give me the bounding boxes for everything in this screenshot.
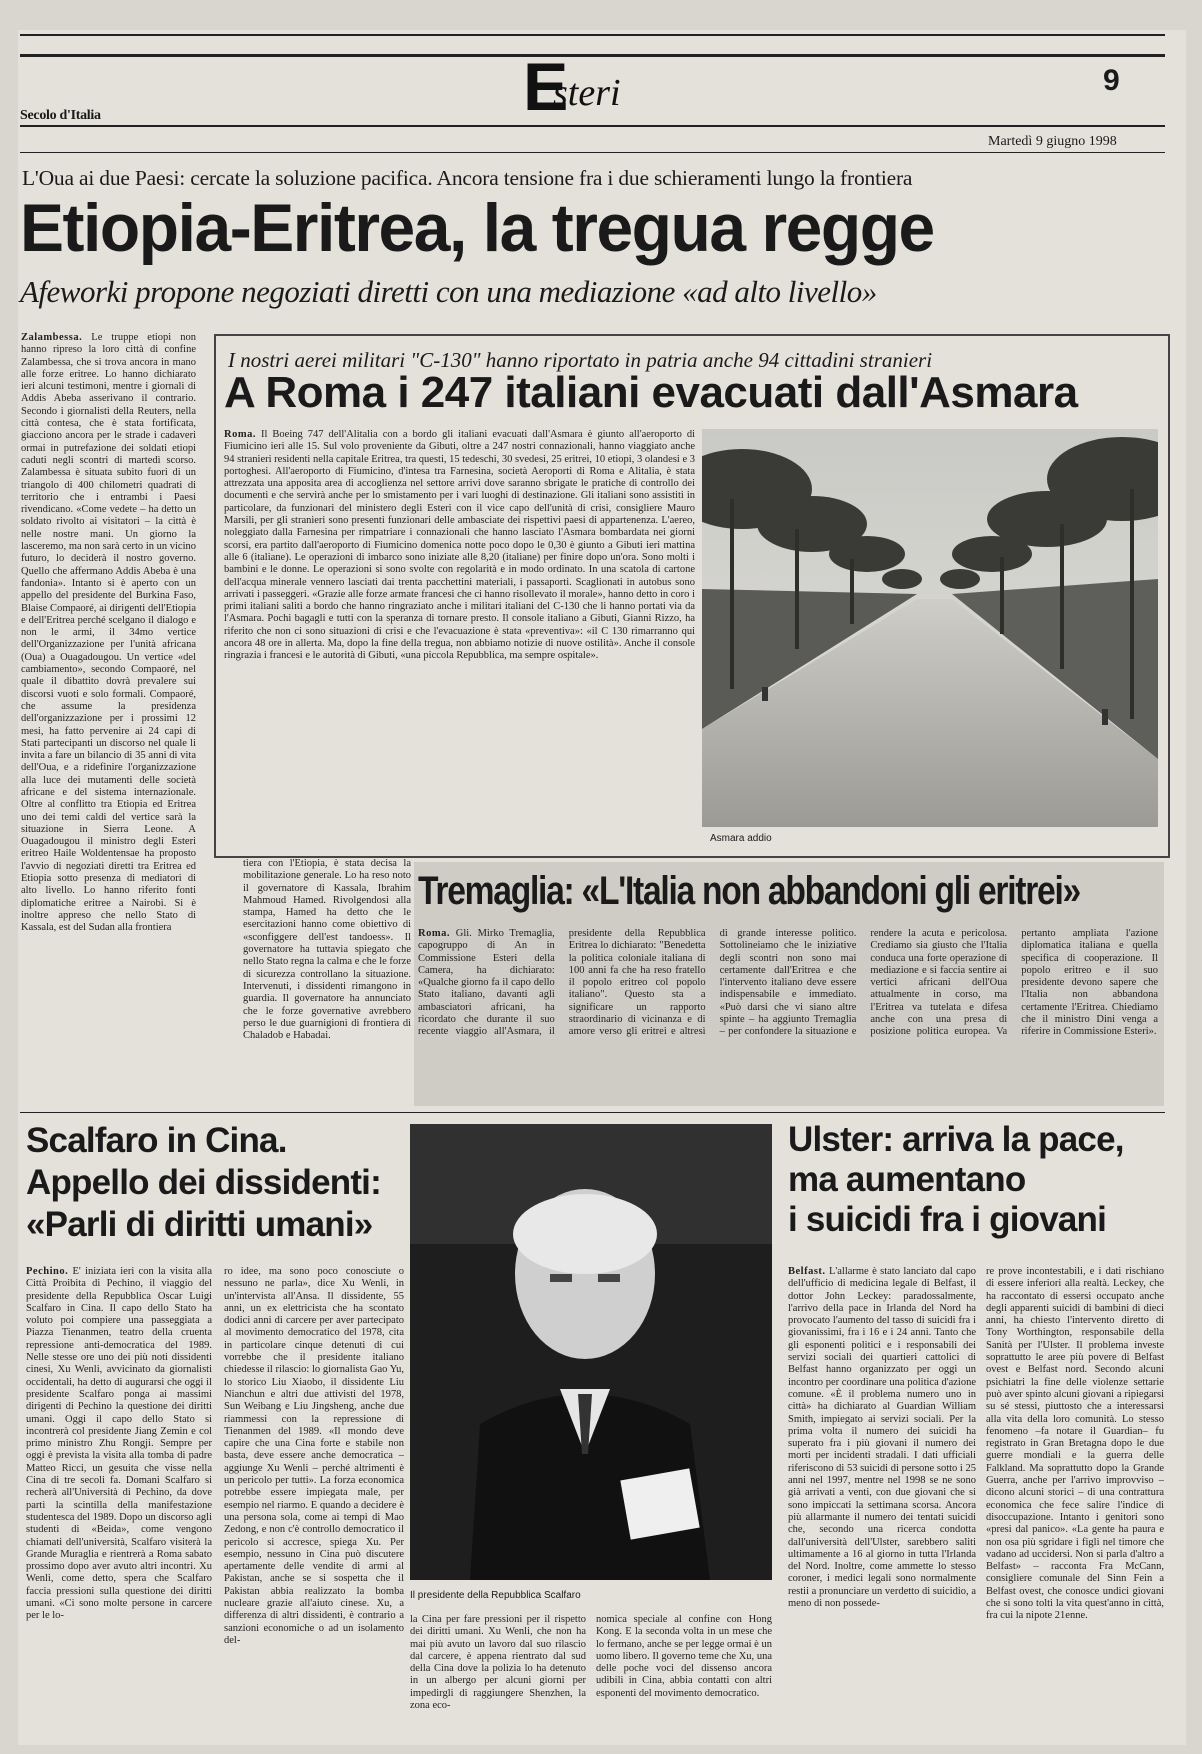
ulster-column-1 [788, 1266, 976, 1736]
ulster-headline-line-2: ma aumentano [788, 1160, 1026, 1199]
lead-column-1 [21, 332, 196, 1092]
newspaper-page [18, 30, 1186, 1745]
lead-headline: Etiopia-Eritrea, la tregua regge [20, 190, 934, 266]
scalfaro-headline-line-2: Appello dei dissidenti: [26, 1163, 381, 1202]
section-word: steri [553, 72, 621, 114]
scalfaro-column-2: ro idee, ma sono poco conosciute o nessuno ne parla», dice Xu Wenli, in un'intervista all'Ansa. Il dissidente, 55 anni, un ex elettricista che ha scontato dodici anni di carcere per aver partecipato al movimento democratico del 1978, cita in particolare cinque detenuti di cui vorrebbe che il presidente italiano chiedesse il rilascio: lo giornalista Gao Yu, lo storico Liu Xiaobo, il dissidente Liu Nianchun e altri due attivisti del 1978, Sun Weibang e Liu Jingsheng, anche due riammessi con la repressione di Tienanmen del 1989. «Il mondo deve capire che una Cina forte e stabile non basta, deve essere anche democratica – aggiunge Xu Wenli – perché altrimenti è un pericolo per tutti». La forza economica potrebbe essere impiegata male, per esempio nel riarmo. E quando a decidere è una persona sola, come ai tempi di Mao Zedong, e non c'è controllo democratico il pericolo si accresce, spiega Xu. Per esempio, nessuno in Cina può discutere apertamente delle vendite di armi al Pakistan, anche se si sospetta che il Pakistan abbia realizzato la bomba nucleare grazie all'aiuto cinese. Xu, a differenza di altri dissidenti, è contrario a sanzioni economiche o ad un isolamento del- [224, 1266, 404, 1646]
asmara-photo [702, 429, 1158, 827]
masthead-rule [20, 125, 1165, 127]
scalfaro-column-4: nomica speciale al confine con Hong Kong. E la seconda volta in un mese che lo fermano, anche se per legge ormai è un uomo libero. Il governo teme che Xu, una delle poche voci del dissenso ancora udibili in Cina, abbia contatti con altri esponenti del movimento democratico. [596, 1614, 772, 1699]
ulster-col1-text: L'allarme è stato lanciato dal capo dell'ufficio di medicina legale di Belfast, il dottor John Leckey: paradossalmente, l'arrivo della pace in Irlanda del Nord ha provocato l'aumento del tasso di suicidi fra i giovanissimi, fra i 16 e i 24 anni. Tanto che gli esponenti politici e i responsabili dei servizi sociali dei quartieri cattolici di Belfast hanno organizzato per oggi un incontro per coordinare una politica d'azione comune. «È il problema numero uno in città» ha dichiarato al Guardian William Smith, impiegato ai servizi sociali. Per la prima volta il numero dei suicidi ha superato fra i più giovani il numero dei morti per incidenti stradali. I dati ufficiali riferiscono di 53 suicidi di persone sotto i 25 anni nel 1997, mentre nel 1998 se ne sono già arrivati a venti, con due giovani che si sono impiccati la settimana scorsa. Ancora più allarmante il numero dei tentati suicidi che, secondo una ricerca condotta dall'università dell'Ulster, sarebbero saliti ultimamente a 16 al giorno in tutta l'Irlanda del Nord. Inoltre, come ammette lo stesso coroner, i medici legali sono normalmente restii a pronunciare un verdetto di suicidio, a meno di non possede- [788, 1266, 976, 1610]
lower-rule [20, 1112, 1165, 1113]
lead-dateline: Zalambessa. [21, 332, 83, 343]
top-rule [20, 34, 1165, 36]
ulster-headline-line-3: i suicidi fra i giovani [788, 1200, 1107, 1239]
asmara-photo-caption: Asmara addio [710, 833, 772, 844]
ulster-headline-line-1: Ulster: arriva la pace, [788, 1120, 1124, 1159]
scalfaro-photo [410, 1124, 772, 1580]
scalfaro-headline-line-1: Scalfaro in Cina. [26, 1121, 287, 1160]
asmara-avenue-illustration [702, 429, 1158, 827]
scalfaro-headline [26, 1120, 381, 1246]
evac-text [224, 429, 695, 847]
section-initial: E [523, 49, 569, 125]
lead-kicker: L'Oua ai due Paesi: cercate la soluzione pacifica. Ancora tensione fra i due schieramenti lungo la frontiera [22, 166, 913, 190]
page-number: 9 [1103, 64, 1120, 97]
scalfaro-dateline: Pechino. [26, 1266, 69, 1277]
evac-kicker: I nostri aerei militari "C-130" hanno riportato in patria anche 94 cittadini stranieri [228, 348, 933, 372]
tremaglia-text [418, 928, 1158, 1098]
scalfaro-column-3: la Cina per fare pressioni per il rispetto dei diritti umani. Xu Wenli, che non ha mai più avuto un lavoro dal suo rilascio dal carcere, è appena rientrato dal sud della Cina dove la polizia lo ha detenuto in un albergo per alcuni giorni per impedirgli di raggiungere Shenzhen, la zona eco- [410, 1614, 586, 1712]
scalfaro-portrait-illustration [410, 1124, 772, 1580]
evac-headline: A Roma i 247 italiani evacuati dall'Asmara [224, 368, 1078, 417]
tremaglia-headline: Tremaglia: «L'Italia non abbandoni gli eritrei» [418, 869, 1080, 913]
lead-column-2: tiera con l'Etiopia, è stata decisa la mobilitazione generale. Lo ha reso noto il governatore di Kassala, Ibrahim Mahmoud Hamed. Rivolgendosi alla stampa, Hamed ha detto che le esercitazioni hanno come obiettivo di «sconfiggere dell'est tandoess». Il governatore ha tuttavia spiegato che nello Stato regna la calma e che le forze di sicurezza controllano la situazione. Intervenuti, i dissidenti rimangono in guardia. Il governatore ha annunciato che le forze governative avrebbero perso le due guarnigioni di frontiera di Chaladob e Habadai. [243, 858, 411, 1042]
tremaglia-text-body: Gli. Mirko Tremaglia, capogruppo di An in Commissione Esteri della Camera, ha dichiarato: «Qualche giorno fa il capo dello Stato italiano, davanti agli ambasciatori africani, ha ricordato che durante il suo recente viaggio all'Asmara, il presidente della Repubblica Eritrea lo dichiarato: "Benedetta la politica coloniale italiana di 100 anni fa che ha reso fratello il popolo eritreo col popolo italiano". Questo sta a significare un rapporto straordinario di vicinanza e di amore verso gli eritrei e altresì di grande interesse politico. Sottolineiamo che le iniziative degli scontri non sono mai certamente dall'Eritrea e che l'intervento italiano deve essere indispensabile e immediato. «Può darsi che vi siano altre spinte – ha aggiunto Tremaglia – per confondere la situazione e rendere la acuta e pericolosa. Crediamo sia giusto che l'Italia conduca una forte operazione di mediazione e si faccia sentire ai vertici africani dell'Oua attualmente in corso, ma l'Eritrea va tutelata e difesa anche con una presa di posizione politica europea. Va pertanto ampliata l'azione diplomatica italiana e quella specifica di cooperazione. Il popolo eritreo e il suo presidente devono sapere che l'Italia non abbandona certamente l'Eritrea. Chiediamo che il ministro Dini venga a riferire in Commissione Esteri». [418, 928, 1158, 1038]
lead-subhead: Afeworki propone negoziati diretti con una mediazione «ad alto livello» [20, 274, 877, 309]
ulster-headline [788, 1120, 1124, 1240]
lead-col1-text: Le truppe etiopi non hanno ripreso la loro città di confine Zalambessa, che si trova ancora in mano alle forze eritree. Lo hanno dichiarato ieri alcuni testimoni, mentre i giornali di Addis Abeba asserivano il contrario. Secondo i giornalisti della Reuters, nella città contesa, che è stata fortificata, giacciono ancora per le strade i cadaveri ormai in putrefazione dei soldati etiopi caduti negli scontri di martedì scorso. Zalambessa è situata subito fuori di un triangolo di 400 chilometri quadrati di territorio che i entrambi i Paesi rivendicano. «Come vedete – ha detto un soldato rivolto ai visitatori – la città è nelle nostre mani. Un giorno la lasceremo, ma non sarà certo in un vicino futuro, lo deciderà il nostro governo. Quello che affermano Addis Abeba è una fandonia». Intanto si è aperto con un appello del presidente del Burkina Faso, Blaise Compaoré, ai dirigenti dell'Etiopia e dell'Eritrea perché scelgano il dialogo e non le armi, il 34mo vertice dell'Organizzazione per l'unità africana (Oua) a Ouagadougou. Un vertice «del cambiamento», secondo Compaoré, nel quale il dibattito dovrà prevalere sui discorsi vuoti e solo formali. Compaoré, che assume la presidenza dell'organizzazione per i prossimi 12 mesi, ha fatto pervenire ai 24 capi di Stati partecipanti un discorso nel quale li invita a fare un bilancio di 35 anni di vita dell'Oua, e a ridefinire l'organizzazione alla luce dei mutamenti delle società africane e del sistema internazionale. Oltre al conflitto tra Etiopia ed Eritrea uno dei temi caldi del vertice sarà la situazione in Sierra Leone. A Ouagadougou il ministro degli Esteri eritreo Haile Woldentensae ha proposto l'avvio di negoziati diretti tra Eritrea ed Etiopia sotto presenza di mediatori di alto livello. Lo hanno riferito fonti diplomatiche eritree a Nairobi. Si è inoltre appreso che nello Stato di Kassala, est del Sudan alla frontiera [21, 332, 196, 934]
tremaglia-dateline: Roma. [418, 928, 450, 939]
scalfaro-col1-text: E' iniziata ieri con la visita alla Città Proibita di Pechino, il viaggio del presidente della Repubblica Oscar Luigi Scalfaro in Cina. Il capo dello Stato ha voluto poi compiere una passeggiata a Piazza Tienanmen, teatro della cruenta repressione anti-democratica del 1989. Nelle stesse ore uno dei più noti dissidenti cinesi, Xu Wenli, avvicinato da giornalisti occidentali, ha detto di augurarsi che oggi il presidente Scalfaro ponga ai massimi dirigenti di Pechino la questione dei diritti umani. Oggi il capo dello Stato si incontrerà col presidente Jiang Zemin e col primo ministro Zhu Rongji. Sempre per oggi è prevista la visita alla tomba di padre Matteo Ricci, un gesuita che visse nella Cina di tre secoli fa. Domani Scalfaro si recherà all'Università di Pechino, da dove partì la scintilla della manifestazione studentesca del 1989. Dopo un discorso agli studenti di «Beida», come vengono chiamati dell'università, Scalfaro visiterà la Grande Muraglia e rientrerà a Roma sabato prossimo dopo aver avuto altri incontri. Xu Wenli, come detto, spera che Scalfaro faccia pressioni sulla questione dei diritti umani. «Ci sono molte persone in carcere per le lo- [26, 1266, 212, 1622]
scalfaro-column-1 [26, 1266, 212, 1736]
ulster-dateline: Belfast. [788, 1266, 826, 1277]
scalfaro-photo-caption: Il presidente della Repubblica Scalfaro [410, 1590, 581, 1601]
paper-name: Secolo d'Italia [20, 108, 101, 123]
issue-date: Martedì 9 giugno 1998 [988, 134, 1117, 149]
scalfaro-headline-line-3: «Parli di diritti umani» [26, 1205, 373, 1244]
section-title [523, 49, 693, 125]
evac-dateline: Roma. [224, 429, 256, 440]
evac-text-body: Il Boeing 747 dell'Alitalia con a bordo gli italiani evacuati dall'Asmara è giunto all'aeroporto di Fiumicino ieri alle 15. Sul volo proveniente da Gibuti, oltre a 247 nostri connazionali, hanno viaggiato anche 94 stranieri residenti nella capitale Eritrea, tra questi, 15 tedeschi, 30 svedesi, 25 eritrei, 10 etiopi, 3 olandesi e 3 portoghesi. All'aeroporto di Fiumicino, d'intesa tra Farnesina, società Aeroporti di Roma e Alitalia, è stata attrezzata una apposita area di accoglienza nel settore arrivi dove saranno sbrigate le pratiche di controllo dei documenti e che servirà anche per lo smistamento per i vari luoghi di destinazione. Gli italiani sono assistiti in particolare, da funzionari del ministero degli Esteri con il vice capo dell'unità di crisi, consigliere Mauro Marsili, per gli stranieri sono presenti funzionari delle ambasciate dei rispettivi paesi di appartenenza. L'aereo, noleggiato dalla Farnesina per rimpatriare i connazionali che hanno lasciato l'Asmara bombardata nei giorni scorsi, era partito dall'aeroporto di Fiumicino domenica notte poco dopo le 0,30 è giunto a Gibuti ieri mattina alle 6 (italiane). Le operazioni di imbarco sono iniziate alle 8,20 (italiane) per finire dopo un'ora. Sono molti i bambini e le donne. Le operazioni si sono svolte con regolarità e in modo ordinato. In una scatola di cartone dell'acqua minerale vennero lasciati dai trenta pacchettini materiali, i passaporti. Scaglionati in autobus sono arrivati i passeggeri. «Grazie alle forze armate francesi che ci hanno risollevato il morale», hanno detto in coro i primi italiani saliti a bordo che hanno ringraziato anche i militari italiani del C-130 che li hanno portati via da l'Asmara. Pochi bagagli e tutti con la speranza di tornare presto. Il console italiano a Gibuti, Gianni Rizzo, ha riferito che non ci sono situazioni di crisi e che l'evacuazione è stata «preventiva»: «il C 130 rimarranno qui ancora 48 ore in allerta. Ma, dopo la fine della tregua, non abbiamo notizie di nuove ostilità». Anche il console ringrazia i francesi e le autorità di Gibuti, «una piccola Repubblica, ma sempre ospitale». [224, 429, 695, 662]
ulster-column-2: re prove incontestabili, e i dati rischiano di essere inferiori alla realtà. Leckey, che ha raccontato di essersi occupato anche degli apparenti suicidi di bambini di dieci anni, ha chiesto l'intervento diretto di Tony Worthington, responsabile della Sanità per l'Ulster. Il problema investe soprattutto le aree più povere di Belfast ovest e Belfast nord. Secondo alcuni psichiatri la fine delle violenze settarie può aver spinto alcuni giovani a ripiegarsi su sé stessi, piuttosto che a interessarsi alla vita della loro comunità. Lo stesso fenomeno –fa notare il Guardian– fu registrato in Gran Bretagna dopo le due guerre mondiali e la guerra delle Falkland. Ma soprattutto dopo la Grande Guerra, anche per l'arrivo improvviso – dicono alcuni storici – di una contrattura economica che fece salire l'indice di disoccupazione. Intanto i genitori sono «presi dal panico». «La gente ha paura e non osa più sgridare i figli nel timore che vadano ad uccidersi. Non si parla d'altro a Belfast» – racconta Fra McCann, consigliere comunale del Sinn Fein a Belfast ovest, che conosce undici giovani che si sono tolti la vita quest'anno in città, fra cui la nipote 21enne. [986, 1266, 1164, 1622]
date-rule [20, 152, 1165, 153]
